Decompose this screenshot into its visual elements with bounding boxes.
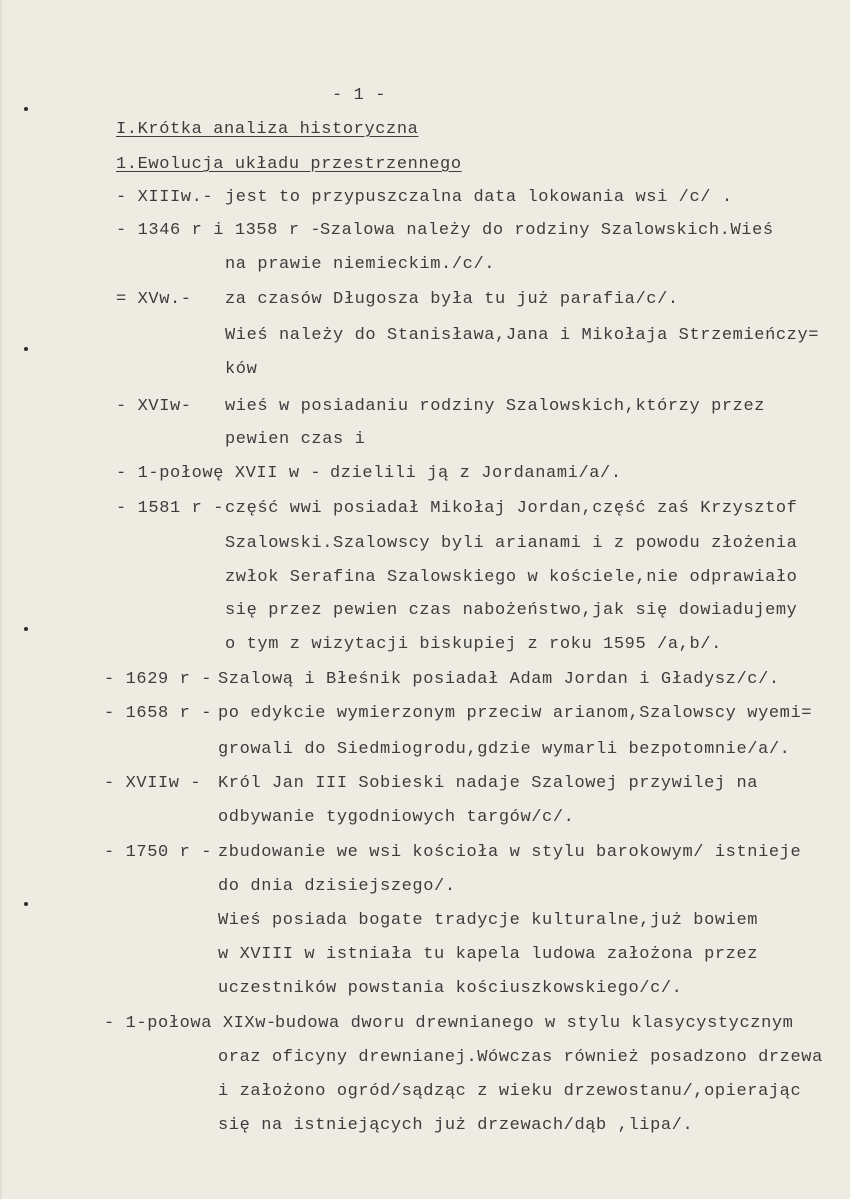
section-heading: I.Krótka analiza historyczna: [116, 120, 419, 139]
entry-text: Szalowa należy do rodziny Szalowskich.Wieś: [320, 221, 774, 240]
entry-text: oraz oficyny drewnianej.Wówczas również posadzono drzewa: [218, 1048, 823, 1067]
entry-text: na prawie niemieckim./c/.: [225, 255, 496, 274]
entry-text: po edykcie wymierzonym przeciw arianom,Szalowscy wyemi=: [218, 704, 813, 723]
entry-text: Wieś należy do Stanisława,Jana i Mikołaja Strzemieńczy=: [225, 326, 820, 345]
entry-label: - XVIw-: [116, 397, 192, 416]
margin-dot: [24, 107, 28, 111]
entry-label: - XIIIw.-: [116, 188, 214, 207]
entry-text: jest to przypuszczalna data lokowania wsi /c/ .: [225, 188, 733, 207]
section-subheading: 1.Ewolucja układu przestrzennego: [116, 155, 462, 174]
entry-label: - 1629 r -: [104, 670, 213, 689]
entry-text: część wwi posiadał Mikołaj Jordan,część zaś Krzysztof: [225, 499, 798, 518]
entry-label: = XVw.-: [116, 290, 192, 309]
entry-label: - XVIIw -: [104, 774, 202, 793]
entry-text: Wieś posiada bogate tradycje kulturalne,już bowiem: [218, 911, 759, 930]
entry-text: pewien czas i: [225, 430, 366, 449]
entry-text: Szalową i Błeśnik posiadał Adam Jordan i Gładysz/c/.: [218, 670, 780, 689]
entry-text: zwłok Serafina Szalowskiego w kościele,nie odprawiało: [225, 568, 798, 587]
entry-text: growali do Siedmiogrodu,gdzie wymarli bezpotomnie/a/.: [218, 740, 791, 759]
entry-text: Szalowski.Szalowscy byli arianami i z powodu złożenia: [225, 534, 798, 553]
entry-text: za czasów Długosza była tu już parafia/c/.: [225, 290, 679, 309]
entry-text: o tym z wizytacji biskupiej z roku 1595 /a,b/.: [225, 635, 722, 654]
entry-text: Król Jan III Sobieski nadaje Szalowej przywilej na: [218, 774, 759, 793]
entry-text: ków: [225, 360, 258, 379]
page-number: - 1 -: [332, 86, 387, 105]
entry-text: do dnia dzisiejszego/.: [218, 877, 456, 896]
entry-text: uczestników powstania kościuszkowskiego/c/.: [218, 979, 683, 998]
entry-label: - 1-połowa XIXw-: [104, 1014, 277, 1033]
entry-text: odbywanie tygodniowych targów/c/.: [218, 808, 575, 827]
entry-text: w XVIII w istniała tu kapela ludowa założona przez: [218, 945, 759, 964]
margin-dot: [24, 902, 28, 906]
entry-text: dzielili ją z Jordanami/a/.: [330, 464, 622, 483]
entry-label: - 1658 r -: [104, 704, 213, 723]
entry-text: i założono ogród/sądząc z wieku drzewostanu/,opierając: [218, 1082, 802, 1101]
entry-label: - 1750 r -: [104, 843, 213, 862]
entry-text: zbudowanie we wsi kościoła w stylu barokowym/ istnieje: [218, 843, 802, 862]
entry-text: się na istniejących już drzewach/dąb ,lipa/.: [218, 1116, 694, 1135]
entry-label: - 1-połowę XVII w -: [116, 464, 322, 483]
entry-text: budowa dworu drewnianego w stylu klasycystycznym: [275, 1014, 794, 1033]
margin-dot: [24, 627, 28, 631]
entry-text: się przez pewien czas nabożeństwo,jak się dowiadujemy: [225, 601, 798, 620]
entry-label: - 1346 r i 1358 r -: [116, 221, 322, 240]
entry-text: wieś w posiadaniu rodziny Szalowskich,którzy przez: [225, 397, 766, 416]
margin-dot: [24, 347, 28, 351]
entry-label: - 1581 r -: [116, 499, 225, 518]
